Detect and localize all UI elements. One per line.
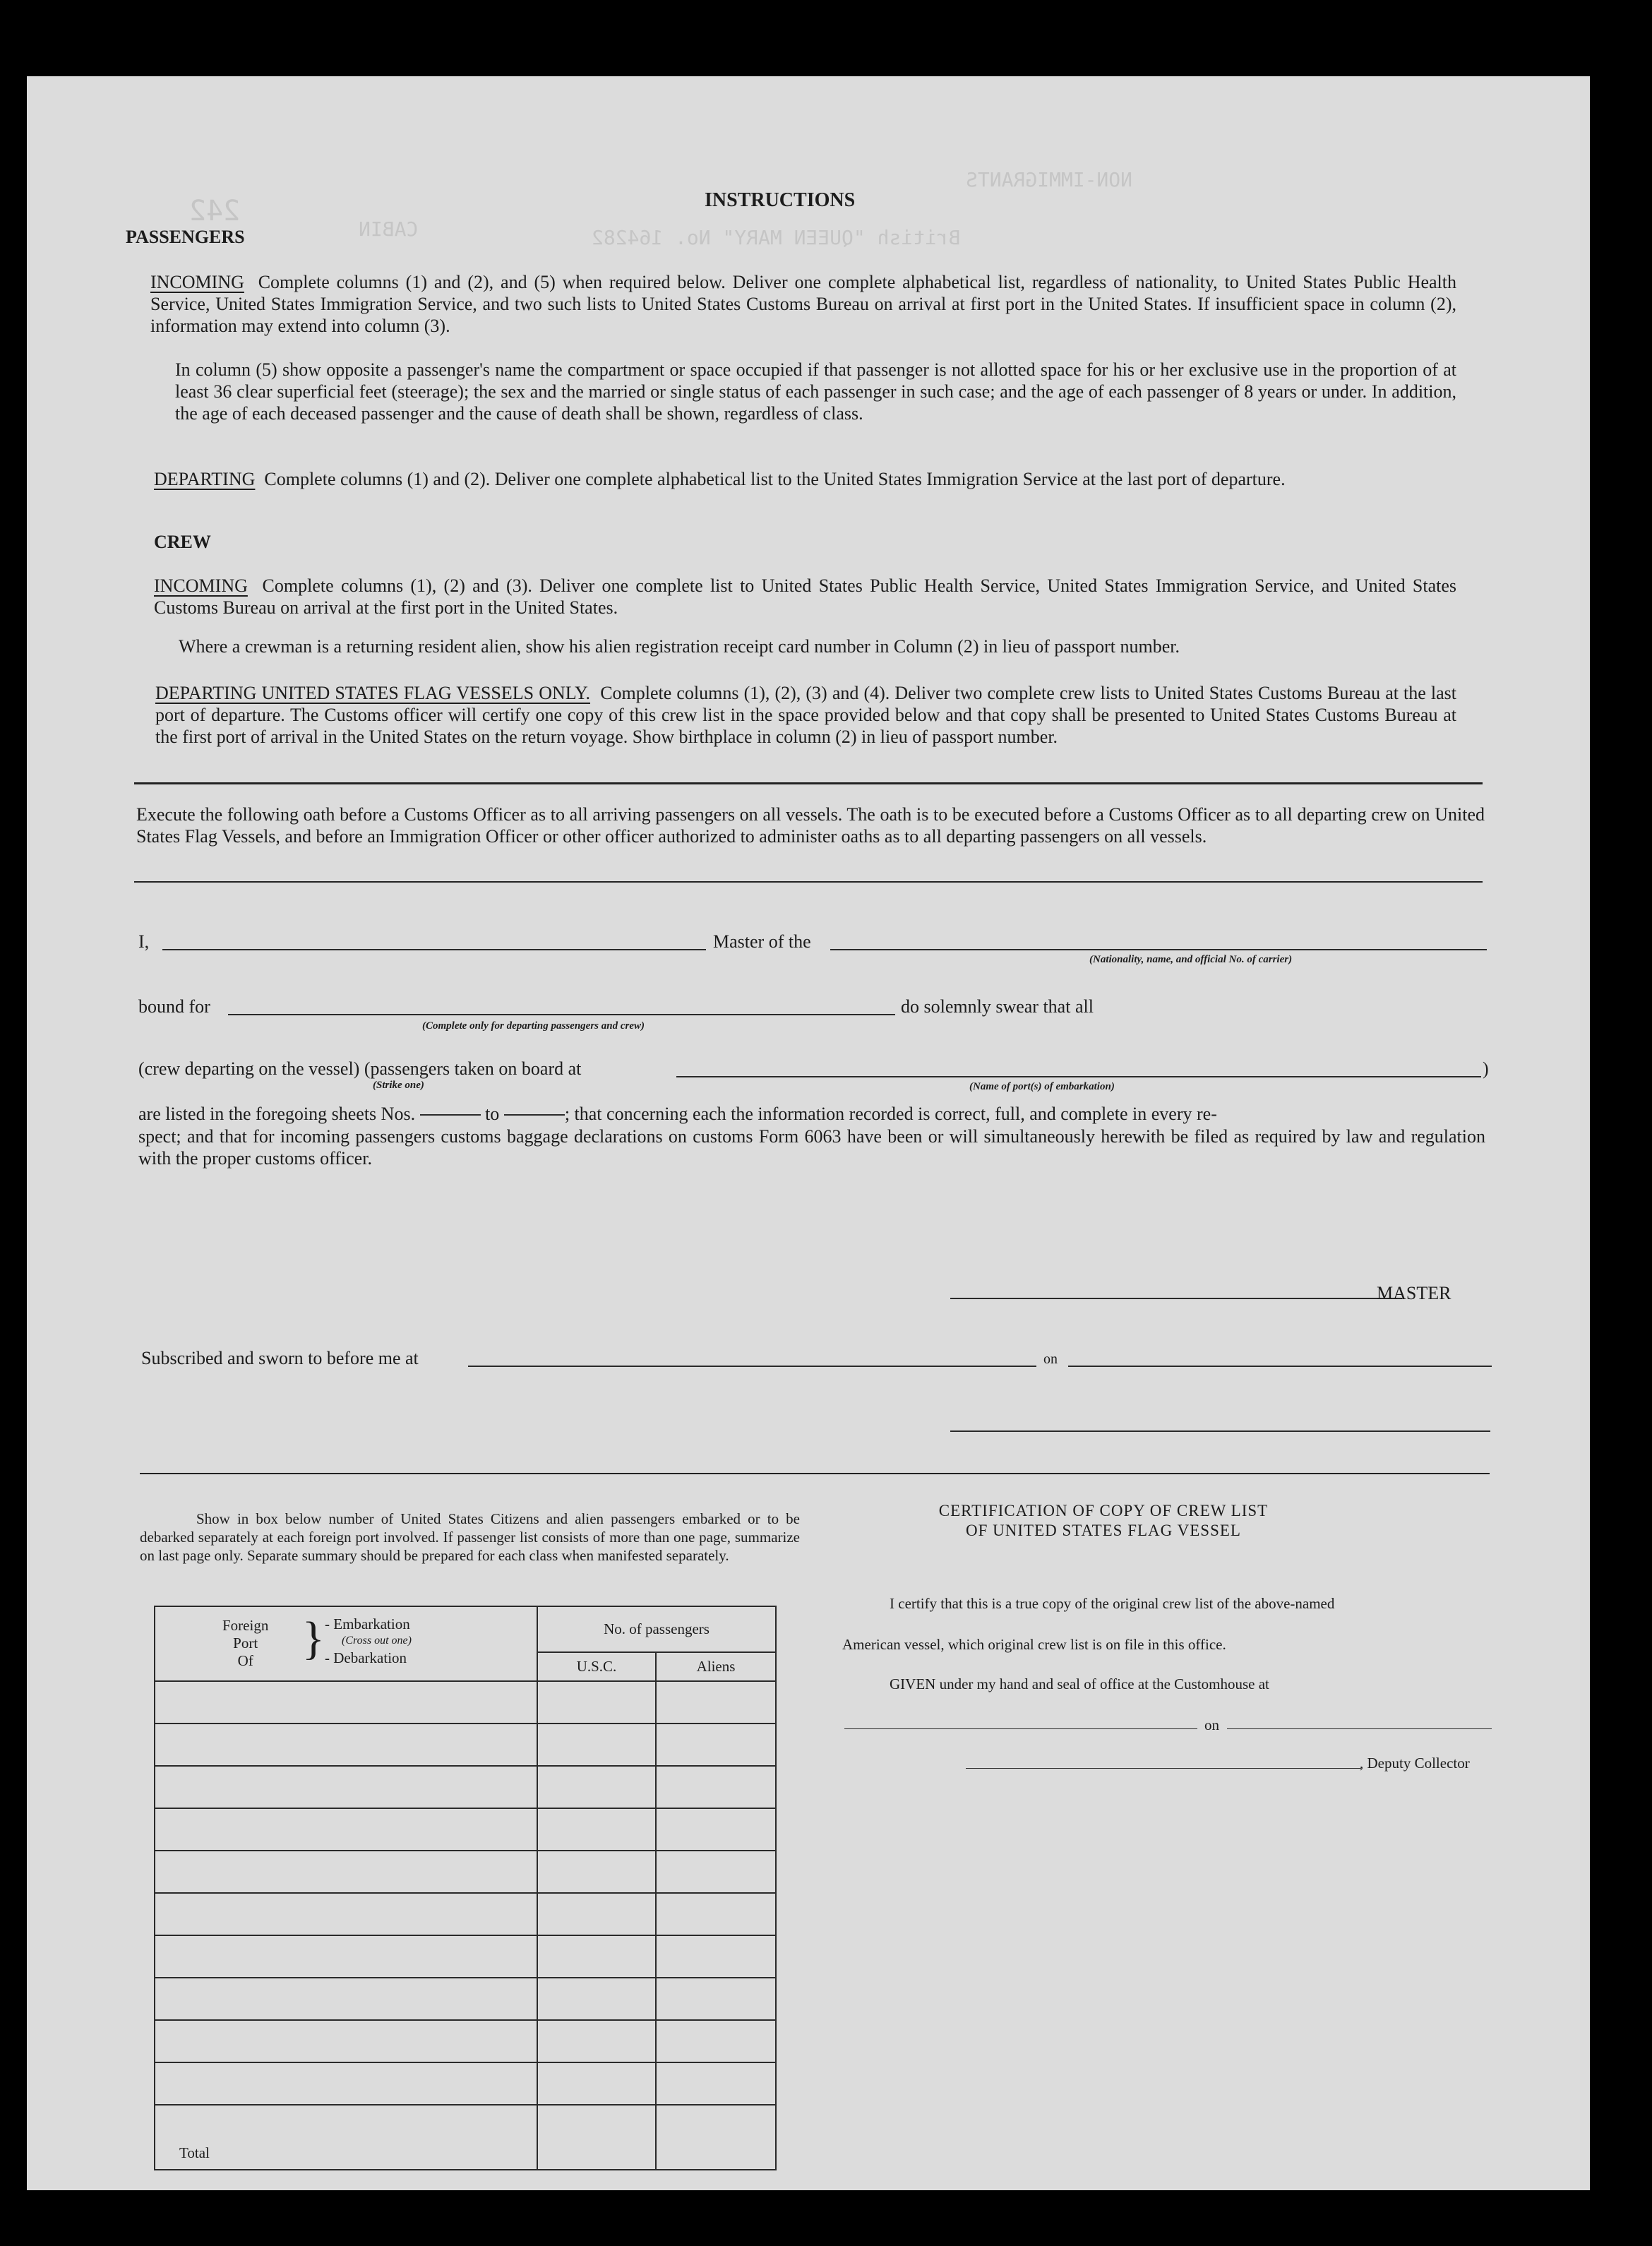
aliens-cell[interactable] (656, 1808, 776, 1851)
oath-listed-a: are listed in the foregoing sheets Nos. (138, 1104, 416, 1124)
usc-header: U.S.C. (537, 1652, 656, 1681)
certify-date-field[interactable] (1227, 1728, 1492, 1729)
sworn-date-field[interactable] (1068, 1366, 1492, 1367)
oath-crew-departing: (crew departing on the vessel) (passengers taken on board at (138, 1058, 582, 1079)
sworn-place-field[interactable] (468, 1366, 1036, 1367)
sheet-to-field[interactable] (504, 1114, 565, 1116)
usc-cell[interactable] (537, 2062, 656, 2105)
carrier-caption: (Nationality, name, and official No. of carrier) (1089, 954, 1293, 965)
sheet-from-field[interactable] (420, 1114, 481, 1116)
summary-instructions: Show in box below number of United States Citizens and alien passengers embarked or to be debarked separately at each foreign port involved. If passenger list consists of more than one page, summarize on last page only. Separate summary should be prepared for each class when manifested separately. (140, 1510, 800, 1564)
of-label: Of (237, 1652, 253, 1669)
port-cell[interactable] (155, 2062, 537, 2105)
certify-line-b: American vessel, which original crew list is on file in this office. (842, 1636, 1226, 1653)
aliens-cell[interactable] (656, 1935, 776, 1978)
foreign-label: Foreign (222, 1617, 269, 1634)
oath-bound-for: bound for (138, 996, 210, 1017)
crew-departing-paragraph (155, 682, 1456, 748)
passengers-departing-text: Complete columns (1) and (2). Deliver one complete alphabetical list to the United States Immigration Service at the last port of departure. (264, 469, 1286, 489)
bound-for-field[interactable] (228, 1014, 895, 1015)
crew-incoming-text: Complete columns (1), (2) and (3). Deliver one complete list to United States Public Health Service, United States Immigration Service, and United States Customs Bureau on arrival at the first port in the United States. (154, 575, 1456, 618)
table-row (155, 1724, 776, 1766)
usc-cell[interactable] (537, 2020, 656, 2062)
certification-title-line-2: OF UNITED STATES FLAG VESSEL (966, 1522, 1241, 1539)
oath-listed-c: spect; and that for incoming passengers customs baggage declarations on customs Form 6063 have been or will simultaneously herewith be filed as required by law and regulation with the proper customs officer. (138, 1126, 1485, 1169)
port-cell[interactable] (155, 1851, 537, 1893)
port-cell[interactable] (155, 1766, 537, 1808)
passengers-column5-paragraph: In column (5) show opposite a passenger's name the compartment or space occupied if that passenger is not allotted space for his or her exclusive use in the proportion of at least 36 clear superficial feet (steerage); the sex and the married or single status of each passenger in such case; and the age of each passenger of 8 years or under. In addition, the age of each deceased passenger and the cause of death shall be shown, regardless of class. (175, 359, 1456, 424)
table-row (155, 1851, 776, 1893)
master-label: MASTER (1377, 1283, 1452, 1303)
usc-cell[interactable] (537, 1724, 656, 1766)
table-row (155, 2062, 776, 2105)
table-row (155, 1893, 776, 1935)
aliens-cell[interactable] (656, 2020, 776, 2062)
deputy-signature-field[interactable] (966, 1768, 1361, 1769)
foreign-port-of-label (222, 1617, 268, 1670)
table-row (155, 1766, 776, 1808)
aliens-cell[interactable] (656, 1893, 776, 1935)
usc-cell[interactable] (537, 1978, 656, 2020)
oath-master-of: Master of the (713, 931, 811, 952)
port-label: Port (233, 1635, 258, 1651)
table-row (155, 1935, 776, 1978)
usc-cell[interactable] (537, 1851, 656, 1893)
crew-crewman-paragraph: Where a crewman is a returning resident alien, show his alien registration receipt card number in Column (2) in lieu of passport number. (179, 636, 1180, 657)
crew-departing-label: DEPARTING UNITED STATES FLAG VESSELS ONLY. (155, 683, 590, 703)
embarkation-field[interactable] (676, 1076, 1481, 1077)
aliens-cell[interactable] (656, 1851, 776, 1893)
oath-intro: Execute the following oath before a Customs Officer as to all arriving passengers on all vessels. The oath is to be executed before a Customs Officer as to all departing crew on United States Flag Vessels, and before an Immigration Officer or other officer authorized to administer oaths as to all departing passengers on all vessels. (136, 804, 1485, 847)
debarkation-option[interactable]: - Debarkation (325, 1649, 407, 1666)
oath-swear: do solemnly swear that all (901, 996, 1094, 1017)
no-of-passengers-header: No. of passengers (537, 1606, 776, 1652)
usc-cell[interactable] (537, 1893, 656, 1935)
certify-line-a: I certify that this is a true copy of the original crew list of the above-named (890, 1595, 1335, 1612)
certify-on: on (1204, 1716, 1219, 1733)
passengers-departing-paragraph (154, 468, 1456, 490)
brace-icon: } (302, 1613, 325, 1664)
table-row (155, 1681, 776, 1724)
certification-title-line-1: CERTIFICATION OF COPY OF CREW LIST (938, 1502, 1269, 1519)
oath-close-paren: ) (1483, 1058, 1489, 1079)
embarkation-caption: (Name of port(s) of embarkation) (969, 1081, 1115, 1092)
page-title: INSTRUCTIONS (705, 189, 856, 211)
crew-incoming-paragraph (154, 575, 1456, 619)
passengers-departing-label: DEPARTING (154, 469, 256, 489)
table-row (155, 1978, 776, 2020)
master-name-field[interactable] (162, 949, 706, 950)
oath-listed-b: ; that concerning each the information recorded is correct, full, and complete in every re- (564, 1104, 1217, 1124)
port-cell[interactable] (155, 1935, 537, 1978)
usc-cell[interactable] (537, 1681, 656, 1724)
show-through-vessel: British "QUEEN MARY" No. 164282 (592, 226, 961, 249)
certify-given: GIVEN under my hand and seal of office at the Customhouse at (890, 1675, 1269, 1692)
usc-cell[interactable] (537, 1766, 656, 1808)
port-cell[interactable] (155, 1724, 537, 1766)
port-cell[interactable] (155, 1681, 537, 1724)
divider-rule (134, 782, 1483, 784)
bound-for-caption: (Complete only for departing passengers and crew) (422, 1020, 645, 1032)
deputy-collector-label: , Deputy Collector (1360, 1755, 1470, 1772)
embarkation-option[interactable]: - Embarkation (325, 1615, 410, 1632)
aliens-cell[interactable] (656, 1766, 776, 1808)
table-row-total (155, 2105, 776, 2170)
document-page (27, 76, 1590, 2190)
crew-heading: CREW (154, 532, 211, 552)
divider-rule-2 (134, 881, 1483, 883)
oath-subscribed: Subscribed and sworn to before me at (141, 1348, 419, 1368)
total-aliens-cell[interactable] (656, 2105, 776, 2170)
passengers-incoming-paragraph (150, 271, 1456, 337)
aliens-header: Aliens (656, 1652, 776, 1681)
certification-title (839, 1501, 1368, 1541)
show-through-header: NON-IMMIGRANTS (966, 168, 1133, 191)
usc-cell[interactable] (537, 1935, 656, 1978)
show-through-class: CABIN (359, 217, 419, 241)
passengers-heading: PASSENGERS (126, 227, 245, 247)
cross-out-caption: (Cross out one) (342, 1635, 412, 1647)
embark-debark-options (325, 1615, 412, 1666)
port-cell[interactable] (155, 1808, 537, 1851)
passengers-incoming-text: Complete columns (1) and (2), and (5) when required below. Deliver one complete alphabetical list, regardless of nationality, to United States Public Health Service, United States Immigration Service, and two such lists to United States Customs Bureau on arrival at first port in the United States. If insufficient space in column (2), information may extend into column (3). (150, 272, 1456, 336)
port-cell[interactable] (155, 1893, 537, 1935)
table-header-port (155, 1606, 537, 1681)
aliens-cell[interactable] (656, 1978, 776, 2020)
divider-rule-3 (140, 1473, 1490, 1474)
passengers-incoming-label: INCOMING (150, 272, 244, 292)
oath-listed-to: to (485, 1104, 500, 1124)
usc-cell[interactable] (537, 1808, 656, 1851)
master-signature-field[interactable] (950, 1298, 1402, 1299)
port-cell[interactable] (155, 2020, 537, 2062)
oath-listed-line (138, 1103, 1217, 1125)
crew-incoming-label: INCOMING (154, 575, 248, 596)
officer-signature-field[interactable] (950, 1430, 1490, 1432)
carrier-field[interactable] (830, 949, 1487, 950)
crew-departing-text: Complete columns (1), (2), (3) and (4). Deliver two complete crew lists to United States Customs Bureau at the last port of departure. The Customs officer will certify one copy of this crew list in the space provided below and that copy shall be presented to United States Customs Bureau at the first port of arrival in the United States on the return voyage. Show birthplace in column (2) in lieu of passport number. (155, 683, 1457, 747)
show-through-stamp: 242 (189, 195, 241, 227)
oath-on: on (1043, 1351, 1058, 1367)
port-cell[interactable] (155, 1978, 537, 2020)
table-row (155, 2020, 776, 2062)
total-label: Total (155, 2105, 537, 2170)
oath-i-label: I, (138, 931, 150, 952)
passenger-summary-table (154, 1606, 777, 2170)
table-row (155, 1808, 776, 1851)
customhouse-field[interactable] (844, 1728, 1197, 1729)
aliens-cell[interactable] (656, 2062, 776, 2105)
aliens-cell[interactable] (656, 1681, 776, 1724)
total-usc-cell[interactable] (537, 2105, 656, 2170)
strike-one-caption: (Strike one) (373, 1080, 424, 1091)
aliens-cell[interactable] (656, 1724, 776, 1766)
